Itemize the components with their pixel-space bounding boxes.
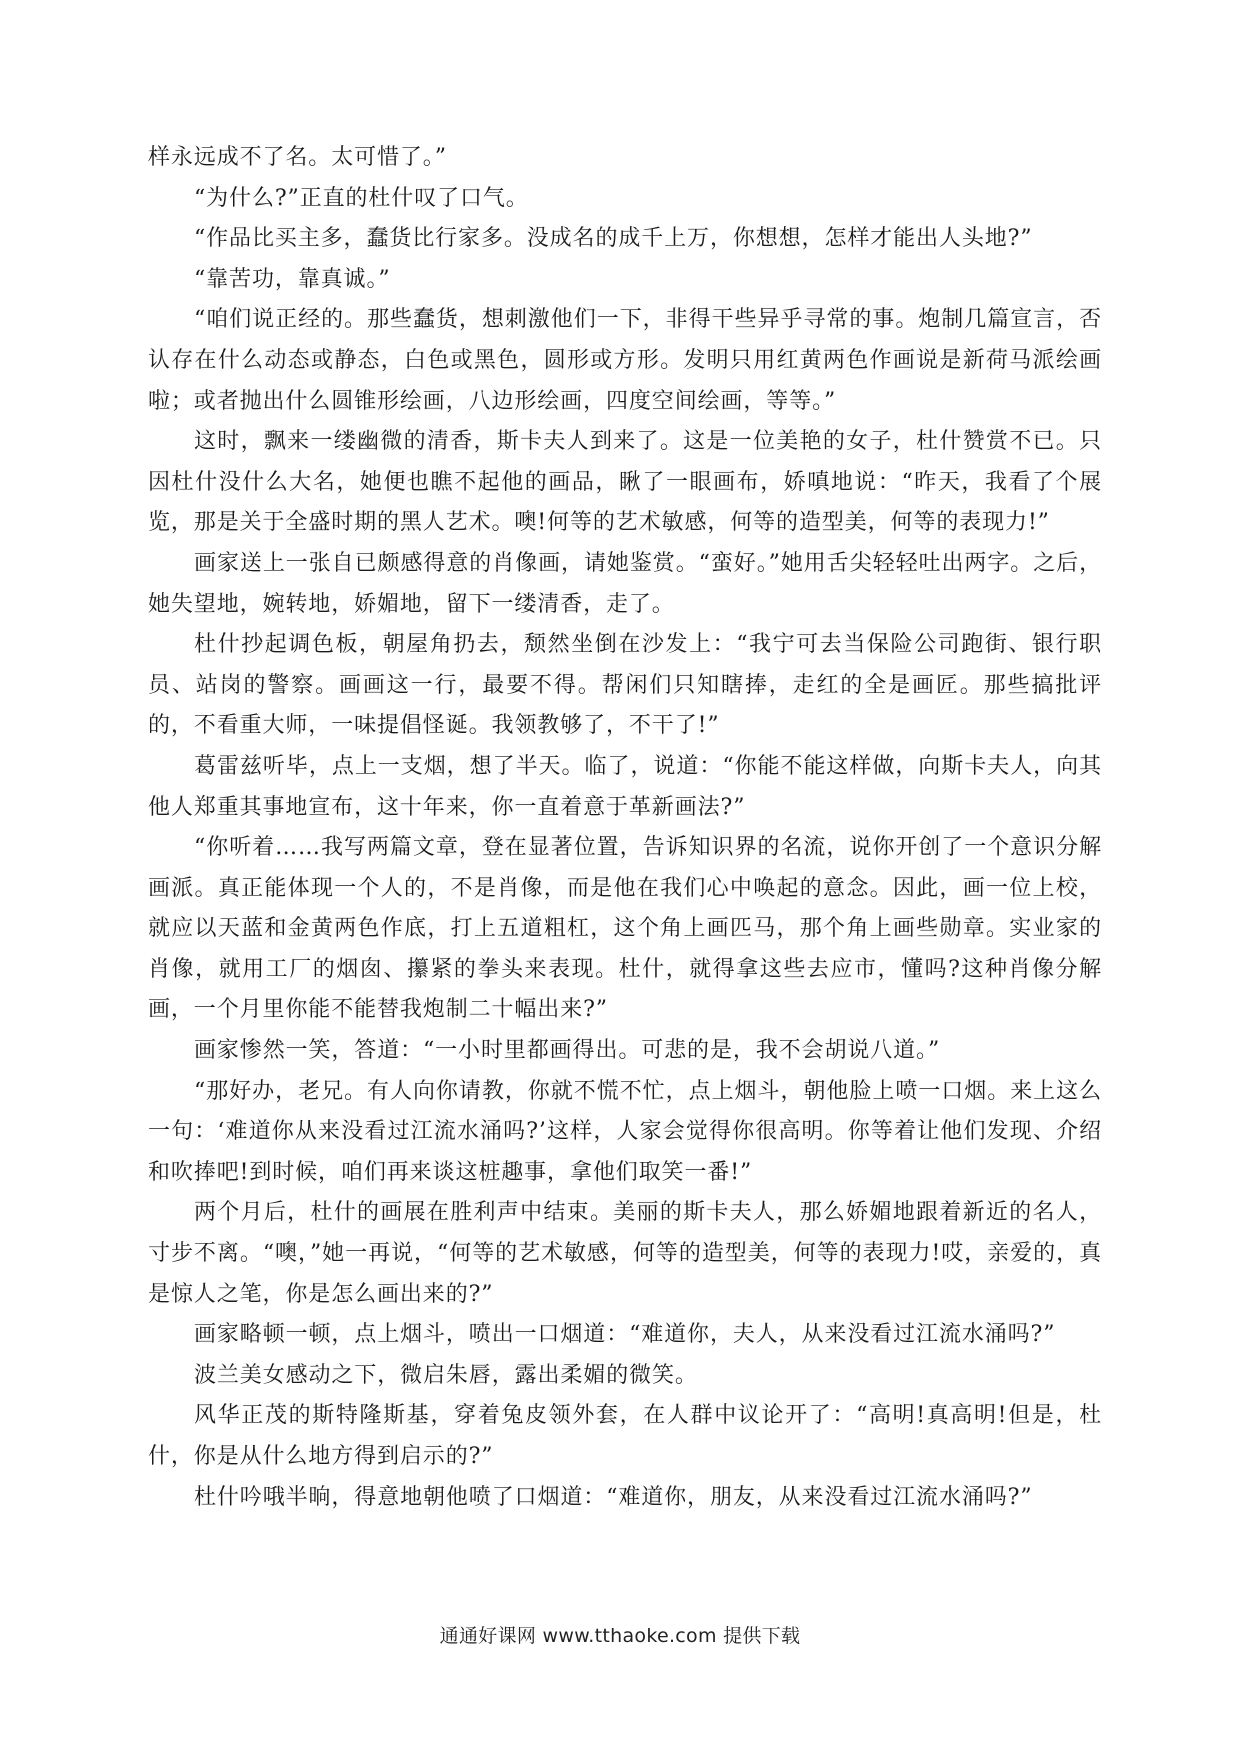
paragraph-3: “作品比买主多，蠢货比行家多。没成名的成千上万，你想想，怎样才能出人头地?” <box>194 226 1033 252</box>
paragraph-4: “靠苦功，靠真诚。” <box>194 266 391 292</box>
paragraph-15: 波兰美女感动之下，微启朱唇，露出柔媚的微笑。 <box>194 1362 698 1388</box>
paragraph-7: 画家送上一张自已颇感得意的肖像画，请她鉴赏。“蛮好。”她用舌尖轻轻吐出两字。之后，她失望地，婉转地，娇媚地，留下一缕清香，走了。 <box>148 550 1102 617</box>
paragraph-16: 风华正茂的斯特隆斯基，穿着兔皮领外套，在人群中议论开了：“高明!真高明!但是，杜什，你是从什么地方得到启示的?” <box>148 1403 1102 1469</box>
paragraph-1: 样永远成不了名。太可惜了。” <box>148 145 447 170</box>
paragraph-12: “那好办，老兄。有人向你请教，你就不慌不忙，点上烟斗，朝他脸上喷一口烟。来上这么一句：‘难道你从来没看过江流水涌吗?’这样，人家会觉得你很高明。你等着让他们发现、介绍和吹捧吧!到时候，咱们再来谈这桩趣事，拿他们取笑一番!” <box>148 1078 1102 1185</box>
paragraph-6: 这时，飘来一缕幽微的清香，斯卡夫人到来了。这是一位美艳的女子，杜什赞赏不已。只因杜什没什么大名，她便也瞧不起他的画品，瞅了一眼画布，娇嗔地说：“昨天，我看了个展览，那是关于全盛时期的黑人艺术。噢!何等的艺术敏感，何等的造型美，何等的表现力!” <box>148 429 1102 536</box>
paragraph-8: 杜什抄起调色板，朝屋角扔去，颓然坐倒在沙发上：“我宁可去当保险公司跑街、银行职员、站岗的警察。画画这一行，最要不得。帮闲们只知瞎捧，走红的全是画匠。那些搞批评的，不看重大师，一味提倡怪诞。我领教够了，不干了!” <box>148 632 1102 739</box>
paragraph-13: 两个月后，杜什的画展在胜利声中结束。美丽的斯卡夫人，那么娇媚地跟着新近的名人，寸步不离。“噢，”她一再说，“何等的艺术敏感，何等的造型美，何等的表现力!哎，亲爱的，真是惊人之笔，你是怎么画出来的?” <box>148 1200 1102 1307</box>
paragraph-10: “你听着……我写两篇文章，登在显著位置，告诉知识界的名流，说你开创了一个意识分解画派。真正能体现一个人的，不是肖像，而是他在我们心中唤起的意念。因此，画一位上校，就应以天蓝和金黄两色作底，打上五道粗杠，这个角上画匹马，那个角上画些勋章。实业家的肖像，就用工厂的烟囱、攥紧的拳头来表现。杜什，就得拿这些去应市，懂吗?这种肖像分解画，一个月里你能不能替我炮制二十幅出来?” <box>148 835 1102 1023</box>
paragraph-5: “咱们说正经的。那些蠢货，想刺激他们一下，非得干些异乎寻常的事。炮制几篇宣言，否认存在什么动态或静态，白色或黑色，圆形或方形。发明只用红黄两色作画说是新荷马派绘画啦；或者抛出什么圆锥形绘画，八边形绘画，四度空间绘画，等等。” <box>148 307 1102 414</box>
article-body <box>148 138 1102 1518</box>
paragraph-17: 杜什吟哦半晌，得意地朝他喷了口烟道：“难道你，朋友，从来没看过江流水涌吗?” <box>194 1484 1033 1510</box>
paragraph-2: “为什么?”正直的杜什叹了口气。 <box>194 185 529 211</box>
page-footer: 通通好课网 www.tthaoke.com 提供下载 <box>439 1625 801 1647</box>
paragraph-14: 画家略顿一顿，点上烟斗，喷出一口烟道：“难道你，夫人，从来没看过江流水涌吗?” <box>194 1322 1056 1348</box>
paragraph-9: 葛雷兹听毕，点上一支烟，想了半天。临了，说道：“你能不能这样做，向斯卡夫人，向其他人郑重其事地宣布，这十年来，你一直着意于革新画法?” <box>148 753 1102 820</box>
paragraph-11: 画家惨然一笑，答道：“一小时里都画得出。可悲的是，我不会胡说八道。” <box>194 1038 941 1064</box>
